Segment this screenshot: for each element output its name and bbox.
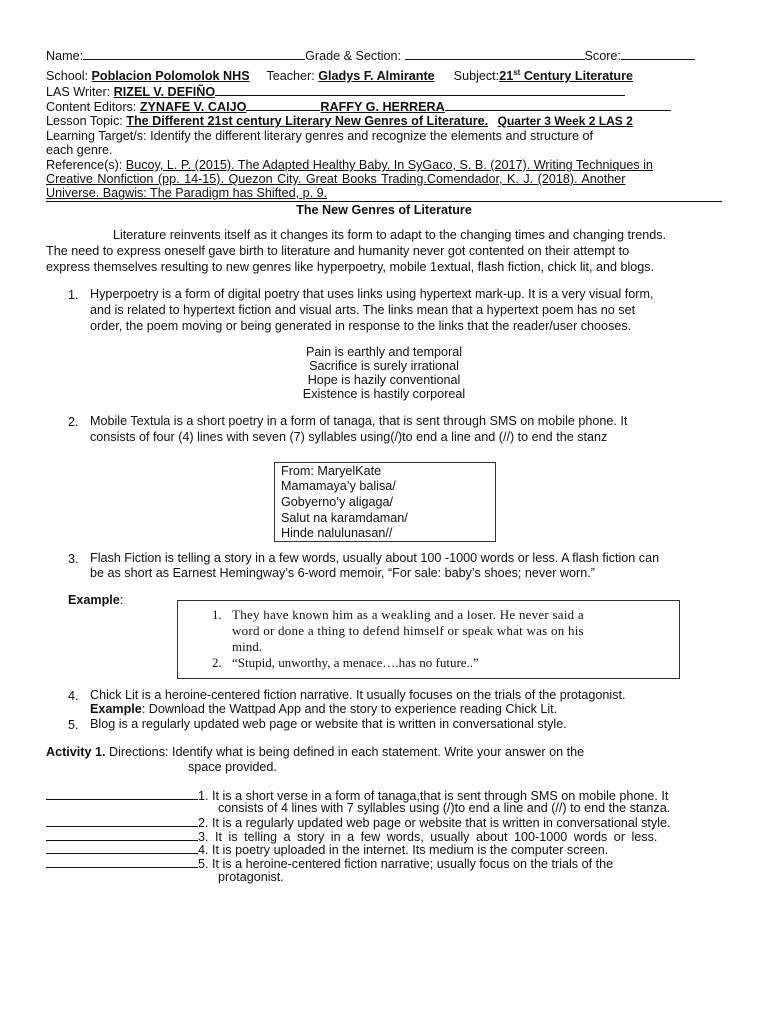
activity-directions-2: space provided. (188, 760, 277, 774)
writer-blank (215, 84, 625, 96)
grade-blank[interactable] (405, 48, 585, 60)
example-box (177, 600, 680, 679)
item-3-line-2: be as short as Earnest Hemingway’s 6-word memoir, “For sale: baby’s shoes; never worn.” (90, 566, 595, 580)
textula-box (274, 462, 496, 542)
intro-line-1: Literature reinvents itself as it changes its form to adapt to the changing times and changing trends. (113, 228, 667, 242)
reference-line-1 (46, 158, 653, 173)
question-1-text: 1. It is a short verse in a form of tanaga,that is sent through SMS on mobile phone. It (198, 789, 669, 803)
activity-directions-text: Directions: Identify what is being defined in each statement. Write your answer on the (105, 745, 585, 759)
poem-line-4: Existence is hastily corporeal (302, 387, 466, 401)
example-2-number: 2. (212, 655, 222, 670)
score-label: Score: (584, 49, 621, 63)
question-3-text: 3. It is telling a story in a few words, usually about 100-1000 words or less. (198, 830, 658, 844)
name-label: Name: (46, 49, 84, 63)
target-line-1: Learning Target/s: Identify the different literary genres and recognize the elements and structure of (46, 129, 593, 143)
question-5-cont: protagonist. (218, 870, 284, 884)
item-2-line-1: Mobile Textula is a short poetry in a form of tanaga, that is sent through SMS on mobile phone. It (90, 414, 628, 428)
reference-text-1: Bucoy, L. P. (2015). The Adapted Healthy Baby. In SyGaco, S. B. (2017). Writing Techniques in (125, 158, 653, 172)
item-5-text: Blog is a regularly updated web page or website that is written in conversational style. (90, 717, 567, 731)
question-4-text: 4. It is poetry uploaded in the internet. Its medium is the computer screen. (198, 843, 609, 857)
textula-line-5: Hinde nalulunasan// (281, 526, 393, 540)
answer-blank-5[interactable] (46, 856, 198, 868)
item-4-example-text: : Download the Wattpad App and the story to experience reading Chick Lit. (141, 702, 558, 716)
textula-line-4: Salut na karamdaman/ (281, 511, 408, 525)
question-1-cont: consists of 4 lines with 7 syllables using (/)to end a line and (//) to end the stanza. (218, 801, 671, 815)
topic-value: The Different 21st century Literary New Genres of Literature. (126, 114, 489, 128)
answer-blank-4[interactable] (46, 842, 198, 854)
example-1-line-1: They have known him as a weakling and a loser. He never said a (232, 607, 584, 622)
editor-1: ZYNAFE V. CAIJO (139, 100, 247, 114)
teacher-label: Teacher: (266, 69, 315, 83)
example-1-number: 1. (212, 607, 222, 622)
example-heading: Example: (68, 593, 124, 607)
subject-label: Subject: (453, 69, 500, 83)
editor-2: RAFFY G. HERRERA (320, 100, 445, 114)
item-4-example (90, 702, 557, 717)
writer-value: RIZEL V. DEFIÑO (113, 85, 216, 99)
name-blank[interactable] (83, 48, 305, 60)
writer-label: LAS Writer: (46, 85, 111, 99)
editors-label: Content Editors: (46, 100, 137, 114)
question-5 (46, 856, 613, 872)
activity-directions (46, 745, 584, 760)
score-blank[interactable] (621, 48, 695, 60)
textula-line-2: Mamamaya’y balisa/ (281, 479, 396, 493)
grade-label: Grade & Section: (305, 49, 401, 63)
item-1-line-1: Hyperpoetry is a form of digital poetry that uses links using hypertext mark-up. It is a very visual form, (90, 287, 654, 301)
item-3-line-1: Flash Fiction is telling a story in a few words, usually about 100 -1000 words or less. A flash fiction can (90, 551, 660, 565)
topic-line (46, 114, 633, 129)
item-2-line-2: consists of four (4) lines with seven (7) syllables using(/)to end a line and (//) to end the stanz (90, 430, 608, 444)
reference-label: Reference(s): (46, 158, 123, 172)
example-label: Example (68, 593, 120, 607)
item-4-example-label: Example (90, 702, 142, 716)
question-5-text: 5. It is a heroine-centered fiction narrative; usually focus on the trials of the (198, 857, 614, 871)
poem-line-3: Hope is hazily conventional (307, 373, 461, 387)
textula-line-3: Gobyerno’y aligaga/ (281, 495, 394, 509)
activity-label: Activity 1. (46, 745, 106, 759)
quarter-value: Quarter 3 Week 2 LAS 2 (497, 114, 633, 128)
intro-line-2: The need to express oneself gave birth to literature and humanity never got contented on their attempt to (46, 244, 630, 258)
item-1-line-2: and is related to hypertext fiction and visual arts. The links mean that a hypertext poem has no set (90, 303, 636, 317)
item-1-line-3: order, the poem moving or being generated in response to the links that the reader/user chooses. (90, 319, 632, 333)
intro-line-3: express themselves resulting to new genres like hyperpoetry, mobile 1extual, flash fiction, chick lit, and blogs. (46, 260, 655, 274)
target-line-2: each genre. (46, 143, 113, 157)
item-1-number: 1. (68, 288, 79, 302)
item-5-number: 5. (68, 718, 79, 732)
answer-blank-3[interactable] (46, 829, 198, 841)
school-label: School: (46, 69, 89, 83)
poem-line-2: Sacrifice is surely irrational (309, 359, 459, 373)
textula-line-1: From: MaryelKate (281, 464, 382, 478)
item-2-number: 2. (68, 415, 79, 429)
writer-line (46, 84, 625, 100)
school-line (46, 69, 633, 84)
section-title: The New Genres of Literature (296, 203, 472, 217)
topic-label: Lesson Topic: (46, 114, 123, 128)
item-4-number: 4. (68, 689, 79, 703)
question-2-text: 2. It is a regularly updated web page or website that is written in conversational style. (198, 816, 671, 830)
poem-line-1: Pain is earthly and temporal (305, 345, 463, 359)
teacher-value: Gladys F. Almirante (318, 69, 435, 83)
example-2-text: “Stupid, unworthy, a menace….has no future..” (232, 655, 479, 670)
answer-blank-1[interactable] (46, 788, 198, 800)
item-3-number: 3. (68, 552, 79, 566)
name-line (46, 48, 695, 64)
example-1-line-3: mind. (232, 639, 262, 654)
reference-line-2: Creative Nonfiction (pp. 14-15). Quezon City. Great Books Trading.Comendador, K. J. (2018). Another (46, 172, 626, 186)
reference-line-3: Universe. Bagwis: The Paradigm has Shifted, p. 9. (46, 186, 328, 200)
editors-line (46, 99, 671, 115)
item-4-text: Chick Lit is a heroine-centered fiction narrative. It usually focuses on the trials of the protagonist. (90, 688, 626, 702)
example-1-line-2: word or done a thing to defend himself or speak what was on his (232, 623, 584, 638)
answer-blank-2[interactable] (46, 815, 198, 827)
header-divider (46, 201, 722, 202)
school-value: Poblacion Polomolok NHS (91, 69, 250, 83)
subject-value: 21st Century Literature (499, 67, 633, 83)
